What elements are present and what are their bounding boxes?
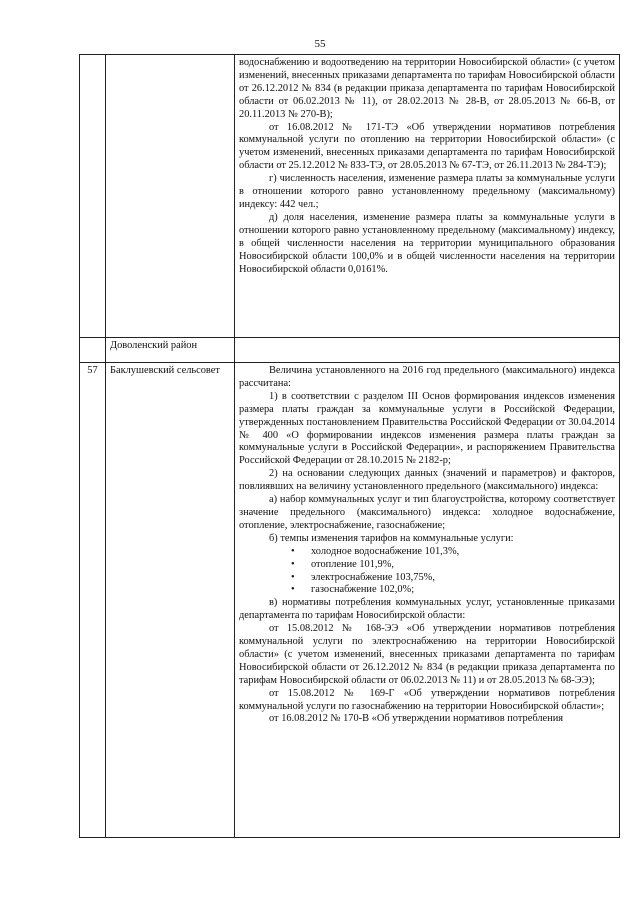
description-cell: [235, 363, 620, 838]
description-cell: [235, 55, 620, 338]
paragraph: от 16.08.2012 № 170-В «Об утверждении нормативов потребления: [269, 713, 564, 725]
row-number-cell: [80, 338, 106, 363]
paragraph: от 15.08.2012 № 169-Г «Об утверждении нормативов потребления коммунальной услуги по газоснабжению на территории Новосибирской области»;: [239, 687, 615, 712]
list-item: • отопление 101,9%,: [311, 559, 615, 572]
row-number-cell: [80, 55, 106, 338]
tariff-list: [239, 546, 615, 598]
paragraph: б) темпы изменения тарифов на коммунальные услуги:: [269, 532, 514, 544]
paragraph: г) численность населения, изменение размера платы за коммунальные услуги в отношении которого равно установленному предельному (максимальному) индексу: 442 чел.;: [239, 173, 615, 210]
municipality-cell: Баклушевский сельсовет: [106, 363, 235, 838]
list-item: • холодное водоснабжение 101,3%,: [311, 546, 615, 559]
paragraph: от 16.08.2012 № 171-ТЭ «Об утверждении нормативов потребления коммунальной услуги по отоплению на территории Новосибирской области» (с учетом изменений, внесенных приказами департамента по тарифам Новосибирской области от 25.12.2012 № 833-ТЭ, от 28.05.2013 № 67-ТЭ, от 26.11.2013 № 284-ТЭ);: [239, 121, 615, 172]
list-item: • электроснабжение 103,75%,: [311, 572, 615, 585]
table-row: [80, 55, 620, 338]
document-table: [79, 54, 620, 838]
list-item: • газоснабжение 102,0%;: [311, 584, 615, 597]
paragraph: в) нормативы потребления коммунальных услуг, установленные приказами департамента по тарифам Новосибирской области:: [239, 597, 615, 622]
paragraph: водоснабжению и водоотведению на территории Новосибирской области» (с учетом изменений, внесенных приказами департамента по тарифам Новосибирской области от 26.12.2012 № 834 (в редакции приказа департамента по тарифам Новосибирской области от 06.02.2013 № 11), от 28.02.2013 № 28-В, от 28.05.2013 № 66-В, от 20.11.2013 № 270-В);: [239, 57, 615, 120]
paragraph: а) набор коммунальных услуг и тип благоустройства, которому соответствует значение предельного (максимального) индекса: холодное водоснабжение, отопление, электроснабжение, газоснабжение;: [239, 494, 615, 531]
table-row: [80, 338, 620, 363]
paragraph: Величина установленного на 2016 год предельного (максимального) индекса рассчитана:: [239, 365, 615, 389]
paragraph: д) доля населения, изменение размера платы за коммунальные услуги в отношении которого равно установленному предельному (максимальному) индексу, в общей численности населения на территории муниципального образования Новосибирской области 100,0% и в общей численности населения на территории Новосибирской области 0,0161%.: [239, 211, 615, 275]
page-number: 55: [314, 38, 326, 50]
paragraph: 2) на основании следующих данных (значений и параметров) и факторов, повлиявших на величину установленного предельного (максимального) индекса:: [239, 468, 615, 493]
municipality-cell: [106, 55, 235, 338]
description-cell: [235, 338, 620, 363]
row-number-cell: 57: [80, 363, 106, 838]
paragraph: 1) в соответствии с разделом III Основ формирования индексов изменения размера платы граждан за коммунальные услуги в Российской Федерации, утвержденных постановлением Правительства Российской Федерации от 30.04.2014 № 400 «О формировании индексов изменения размера платы граждан за коммунальные услуги в Российской Федерации», и распоряжением Правительства Российской Федерации от 28.10.2015 № 2182-р;: [239, 390, 615, 467]
paragraph: от 15.08.2012 № 168-ЭЭ «Об утверждении нормативов потребления коммунальной услуги по электроснабжению на территории Новосибирской области» (с учетом изменений, внесенных приказами департамента по тарифам Новосибирской области от 26.12.2012 № 834 (в редакции приказа департамента по тарифам Новосибирской области от 06.02.2013 № 11) и от 28.05.2013 № 68-ЭЭ);: [239, 623, 615, 686]
district-cell: Доволенский район: [106, 338, 235, 363]
table-row: [80, 363, 620, 838]
